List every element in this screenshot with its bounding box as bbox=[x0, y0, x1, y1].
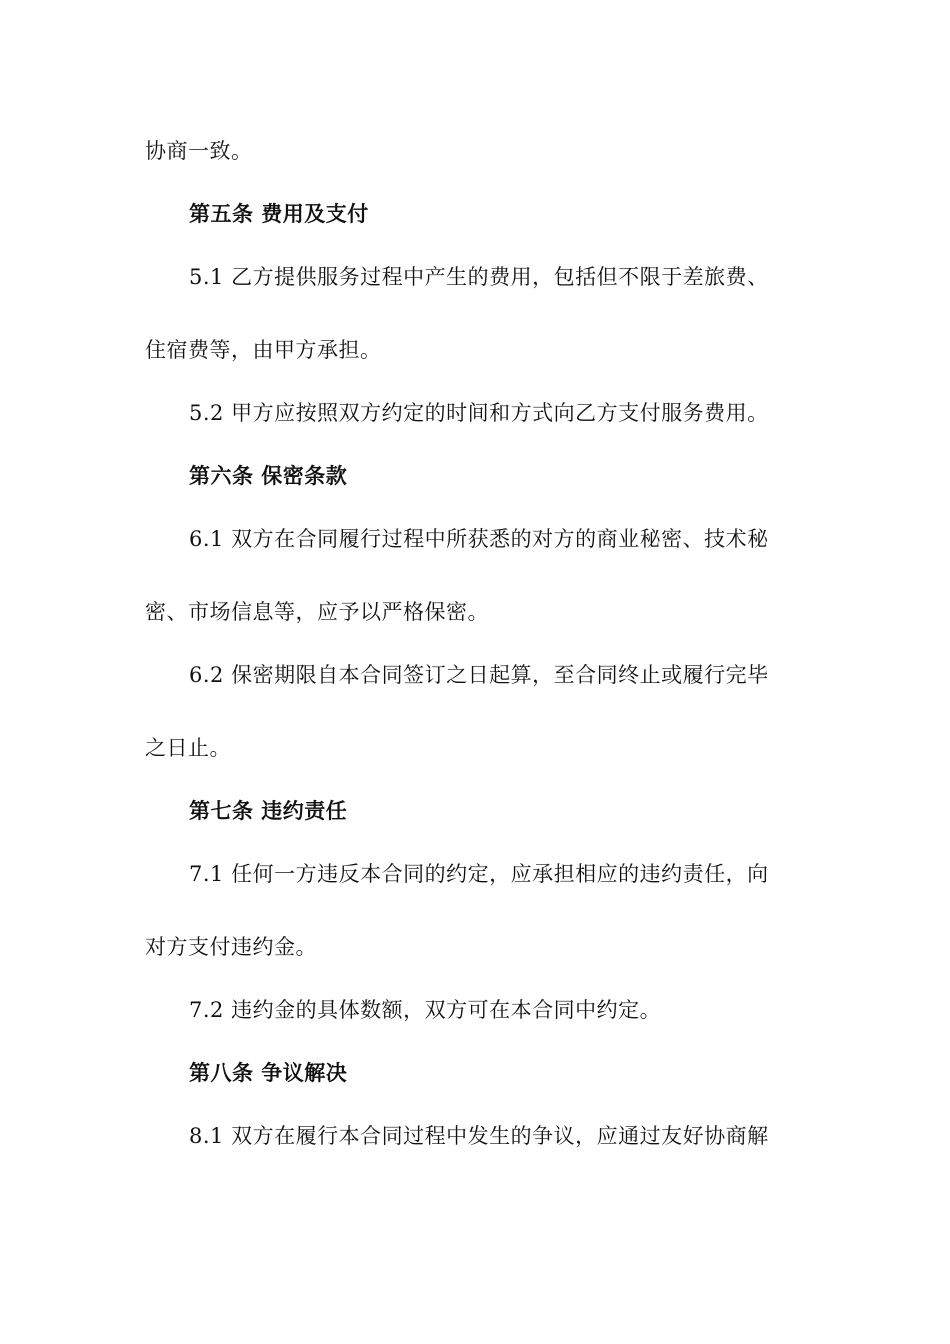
article-5-heading: 第五条 费用及支付 bbox=[189, 202, 369, 226]
clause-7-2: 7.2 违约金的具体数额，双方可在本合同中约定。 bbox=[189, 998, 662, 1022]
clause-5-1: 5.1 乙方提供服务过程中产生的费用，包括但不限于差旅费、 bbox=[189, 265, 769, 289]
clause-5-1-continuation: 住宿费等，由甲方承担。 bbox=[145, 338, 382, 362]
clause-6-2: 6.2 保密期限自本合同签订之日起算，至合同终止或履行完毕 bbox=[189, 663, 769, 687]
paragraph-continuation: 协商一致。 bbox=[145, 139, 253, 163]
article-8-heading: 第八条 争议解决 bbox=[189, 1061, 348, 1085]
clause-5-2: 5.2 甲方应按照双方约定的时间和方式向乙方支付服务费用。 bbox=[189, 401, 769, 425]
clause-6-1-continuation: 密、市场信息等，应予以严格保密。 bbox=[145, 600, 489, 624]
clause-7-1-continuation: 对方支付违约金。 bbox=[145, 935, 317, 959]
clause-7-1: 7.1 任何一方违反本合同的约定，应承担相应的违约责任，向 bbox=[189, 862, 769, 886]
clause-8-1: 8.1 双方在履行本合同过程中发生的争议，应通过友好协商解 bbox=[189, 1124, 769, 1148]
article-7-heading: 第七条 违约责任 bbox=[189, 799, 348, 823]
article-6-heading: 第六条 保密条款 bbox=[189, 464, 348, 488]
clause-6-1: 6.1 双方在合同履行过程中所获悉的对方的商业秘密、技术秘 bbox=[189, 527, 769, 551]
clause-6-2-continuation: 之日止。 bbox=[145, 736, 231, 760]
